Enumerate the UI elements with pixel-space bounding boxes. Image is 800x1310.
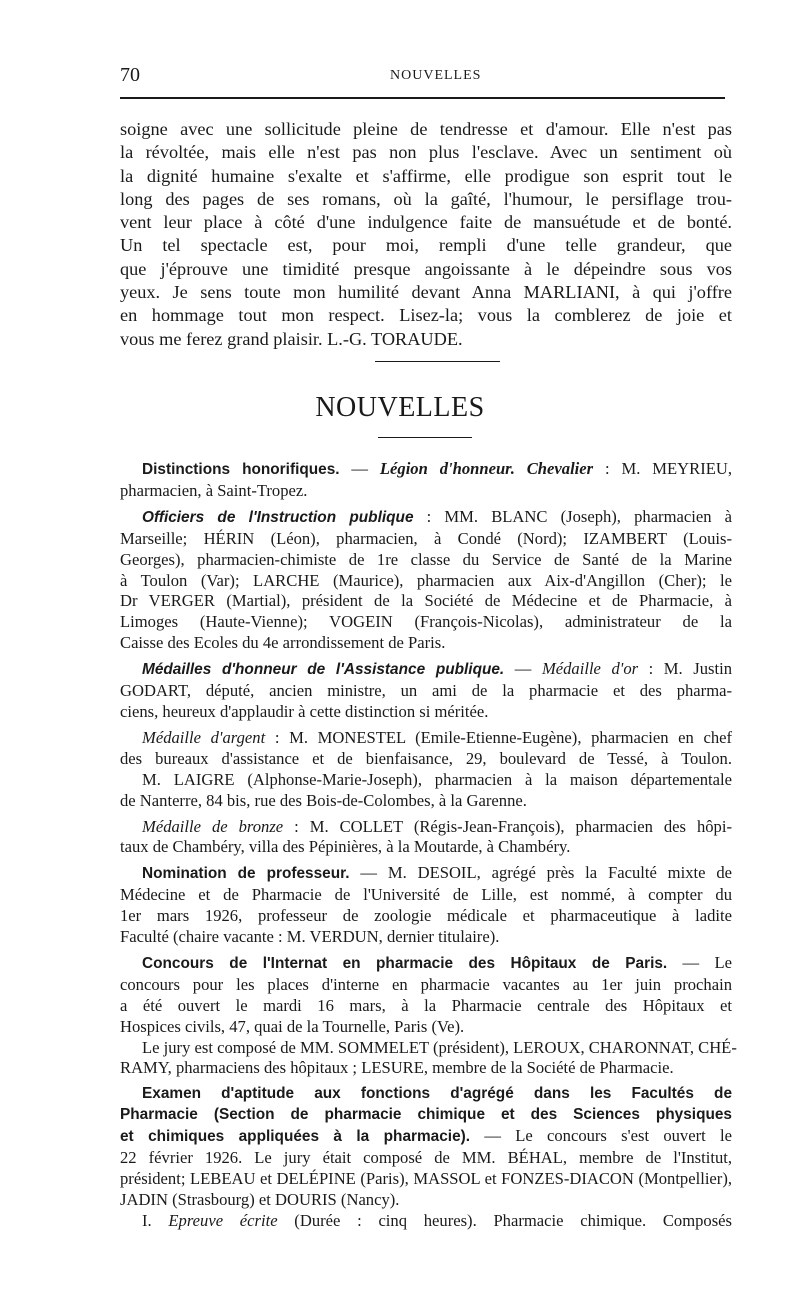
text-line: ciens, heureux d'applaudir à cette distinction si méritée. (120, 701, 489, 721)
text-line: soigne avec une sollicitude pleine de tendresse et d'amour. Elle n'est pas (120, 119, 732, 139)
closing-text: vous me ferez grand plaisir. (120, 328, 323, 349)
text-line: long des pages de ses romans, où la gaîté, l'humour, le persiflage trou- (120, 188, 732, 209)
news-item-bronze (120, 817, 732, 859)
page-number: 70 (120, 64, 140, 86)
text-line: la révoltée, mais elle n'est pas non plus l'esclave. Avec un sentiment où (120, 142, 732, 163)
text-line: président; LEBEAU et DELÉPINE (Paris), MASSOL et FONZES-DIACON (Montpellier), (120, 1169, 732, 1188)
text-line: de Nanterre, 84 bis, rue des Bois-de-Colombes, à la Garenne. (120, 790, 527, 810)
running-head: NOUVELLES (390, 68, 482, 83)
text-line: taux de Chambéry, villa des Pépinières, à la Moutarde, à Chambéry. (120, 837, 571, 857)
intro-paragraph (120, 118, 732, 351)
item-heading: Examen d'aptitude aux fonctions d'agrégé dans les Facultés de (142, 1085, 732, 1103)
text-fragment: I. (142, 1210, 169, 1230)
item-heading: Concours de l'Internat en pharmacie des Hôpitaux de Paris. (142, 954, 668, 972)
text-fragment: : M. MEYRIEU, (593, 459, 732, 478)
text-line: Caisse des Ecoles du 4e arrondissement de Paris. (120, 633, 446, 653)
text-line: yeux. Je sens toute mon humilité devant Anna MARLIANI, à qui j'offre (120, 282, 732, 303)
title-underline (378, 437, 472, 438)
text-line: JADIN (Strasbourg) et DOURIS (Nancy). (120, 1189, 400, 1209)
text-line: GODART, député, ancien ministre, un ami de la pharmacie et des pharma- (120, 681, 732, 701)
text-line: Le jury est composé de MM. SOMMELET (président), LEROUX, CHARONNAT, CHÉ- (142, 1037, 737, 1057)
text-line: Faculté (chaire vacante : M. VERDUN, dernier titulaire). (120, 927, 500, 947)
dash: — (339, 459, 380, 478)
text-fragment: : M. COLLET (Régis-Jean-François), pharmacien des hôpi- (283, 816, 732, 836)
text-fragment: : M. MONESTEL (Emile-Etienne-Eugène), pharmacien en chef (265, 727, 733, 747)
news-item-officiers (120, 507, 732, 654)
text-line: concours pour les places d'interne en pharmacie vacantes au 1er juin prochain (120, 974, 732, 994)
text-line: 1er mars 1926, professeur de zoologie médicale et pharmaceutique à ladite (120, 906, 732, 926)
item-heading: et chimiques appliquées à la pharmacie). (120, 1128, 471, 1146)
text-line: 22 février 1926. Le jury était composé de MM. BÉHAL, membre de l'Institut, (120, 1148, 732, 1168)
text-line: Limoges (Haute-Vienne); VOGEIN (François-Nicolas), administrateur de la (120, 612, 732, 632)
item-heading: Distinctions honorifiques. (142, 461, 340, 478)
author-signature: L.-G. TORAUDE. (327, 328, 463, 349)
text-line: en hommage tout mon respect. Lisez-la; vous la comblerez de joie et (120, 305, 732, 326)
text-fragment: : M. Justin (638, 659, 732, 679)
text-line: à Toulon (Var); LARCHE (Maurice), pharmacien aux Aix-d'Angillon (Cher); le (120, 570, 732, 590)
text-line (120, 728, 732, 749)
item-label: Epreuve écrite (168, 1210, 278, 1230)
news-item-nomination (120, 863, 732, 948)
text-line: Georges), pharmacien-chimiste de 1re classe du Service de Santé de la Marine (120, 549, 732, 569)
section-divider (375, 361, 500, 362)
text-line: a été ouvert le mardi 16 mars, à la Pharmacie centrale des Hôpitaux et (120, 995, 732, 1015)
text-line: Médecine et de Pharmacie de l'Université de Lille, est nommé, à compter du (120, 885, 732, 905)
text-line (120, 507, 732, 529)
text-line: pharmacien, à Saint-Tropez. (120, 480, 308, 500)
item-heading: Officiers de l'Instruction publique (142, 508, 414, 526)
text-line: Un tel spectacle est, pour moi, rempli d'une telle grandeur, que (120, 235, 732, 256)
text-fragment: : MM. BLANC (Joseph), pharmacien à (413, 506, 733, 526)
text-line: la dignité humaine s'exalte et s'affirme, elle prodigue son esprit tout le (120, 165, 732, 186)
item-label: Médaille d'argent (142, 727, 266, 747)
text-fragment: (Durée : cinq heures). Pharmacie chimique. Composés (277, 1210, 732, 1230)
text-line: Hospices civils, 47, quai de la Tournelle, Paris (Ve). (120, 1016, 465, 1036)
text-line (120, 459, 732, 481)
text-fragment: — Le concours s'est ouvert le (470, 1126, 732, 1146)
item-heading: Pharmacie (Section de pharmacie chimique et des Sciences physiques (120, 1106, 732, 1124)
text-line (120, 817, 732, 838)
news-section (120, 459, 737, 1237)
page-header (120, 60, 725, 100)
text-line (120, 863, 732, 885)
text-line: Marseille; HÉRIN (Léon), pharmacien, à Condé (Nord); IZAMBERT (Louis- (120, 528, 732, 548)
text-line (120, 1211, 732, 1232)
text-line: RAMY, pharmaciens des hôpitaux ; LESURE, membre de la Société de Pharmacie. (120, 1058, 674, 1078)
closing-line (120, 328, 732, 351)
item-heading: Nomination de professeur. (142, 865, 350, 883)
news-item-examen (120, 1084, 732, 1231)
text-line: M. LAIGRE (Alphonse-Marie-Joseph), pharmacien à la maison départementale (142, 769, 732, 789)
header-rule (120, 97, 725, 99)
text-line: Dr VERGER (Martial), président de la Société de Médecine et de Pharmacie, à (120, 591, 732, 611)
section-title: NOUVELLES (315, 392, 485, 423)
item-label: Médaille de bronze (142, 816, 284, 836)
text-line (120, 1126, 732, 1148)
text-line (120, 953, 732, 975)
item-heading: Médailles d'honneur de l'Assistance publique. (142, 661, 505, 679)
news-item-concours (120, 952, 737, 1079)
item-subheading: Légion d'honneur. Chevalier (379, 459, 594, 478)
text-line: que j'éprouve une timidité presque angoissante à le dépeindre sous vos (120, 258, 732, 279)
text-line: des bureaux d'assistance et de bienfaisance, 29, boulevard de Tessé, à Toulon. (120, 748, 732, 768)
news-item-distinctions (120, 459, 732, 502)
text-fragment: — M. DESOIL, agrégé près la Faculté mixte de (349, 863, 732, 883)
dash: — (504, 659, 542, 679)
item-subheading: Médaille d'or (541, 659, 639, 679)
text-line (120, 659, 732, 681)
text-line: vent leur place à côté d'une indulgence faite de mansuétude et de bonté. (120, 212, 732, 233)
news-item-medailles (120, 659, 732, 723)
text-fragment: — Le (667, 952, 732, 972)
news-item-argent (120, 728, 732, 812)
